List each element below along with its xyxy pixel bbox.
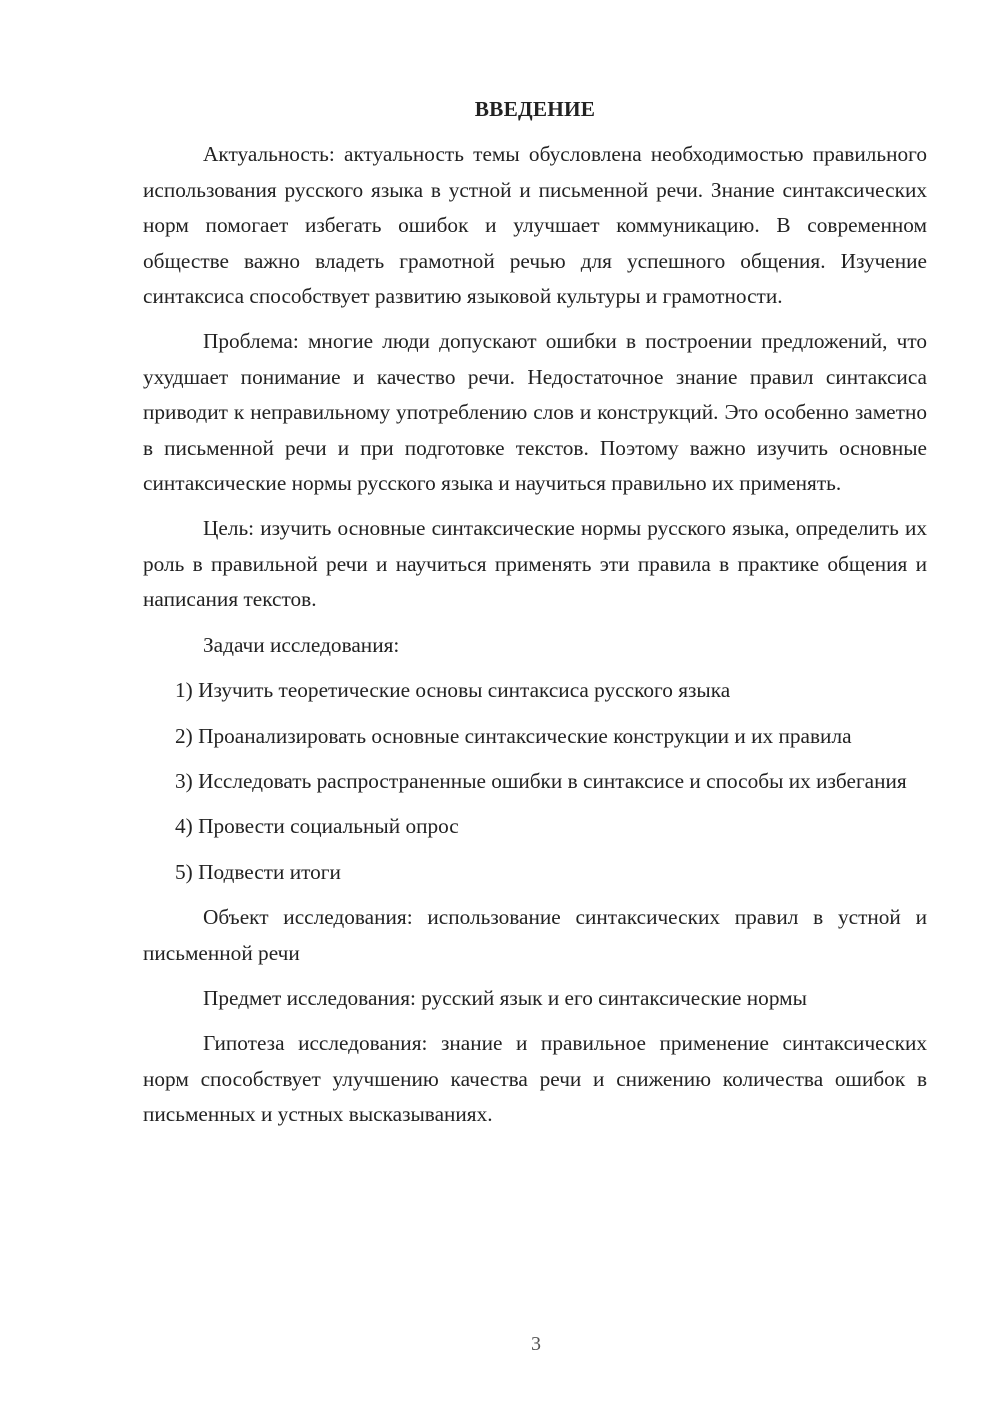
task-item-1: 1) Изучить теоретические основы синтаксиса русского языка	[175, 678, 731, 703]
paragraph-goal: Цель: изучить основные синтаксические нормы русского языка, определить их роль в правильной речи и научиться применять эти правила в практике общения и написания текстов.	[143, 516, 927, 612]
task-item-5: 5) Подвести итоги	[175, 859, 341, 884]
paragraph-relevance: Актуальность: актуальность темы обусловлена необходимостью правильного использования русского языка в устной и письменной речи. Знание синтаксических норм помогает избегать ошибок и улучшает коммуникацию. В современном обществе важно владеть грамотной речью для успешного общения. Изучение синтаксиса способствует развитию языковой культуры и грамотности.	[143, 142, 927, 309]
page-number: 3	[531, 1333, 541, 1355]
task-item-2: 2) Проанализировать основные синтаксические конструкции и их правила	[175, 723, 852, 748]
task-item-3: 3) Исследовать распространенные ошибки в синтаксисе и способы их избегания	[175, 768, 907, 793]
task-item-4: 4) Провести социальный опрос	[175, 814, 459, 839]
paragraph-subject: Предмет исследования: русский язык и его синтаксические нормы	[203, 985, 807, 1010]
document-body	[143, 92, 927, 1143]
paragraph-object: Объект исследования: использование синтаксических правил в устной и письменной речи	[143, 905, 927, 965]
tasks-heading: Задачи исследования:	[203, 632, 400, 657]
paragraph-problem: Проблема: многие люди допускают ошибки в построении предложений, что ухудшает понимание и качество речи. Недостаточное знание правил синтаксиса приводит к неправильному употреблению слов и конструкций. Это особенно заметно в письменной речи и при подготовке текстов. Поэтому важно изучить основные синтаксические нормы русского языка и научиться правильно их применять.	[143, 329, 927, 496]
paragraph-hypothesis: Гипотеза исследования: знание и правильное применение синтаксических норм способствует улучшению качества речи и снижению количества ошибок в письменных и устных высказываниях.	[143, 1031, 927, 1127]
section-title: ВВЕДЕНИЕ	[474, 97, 596, 121]
